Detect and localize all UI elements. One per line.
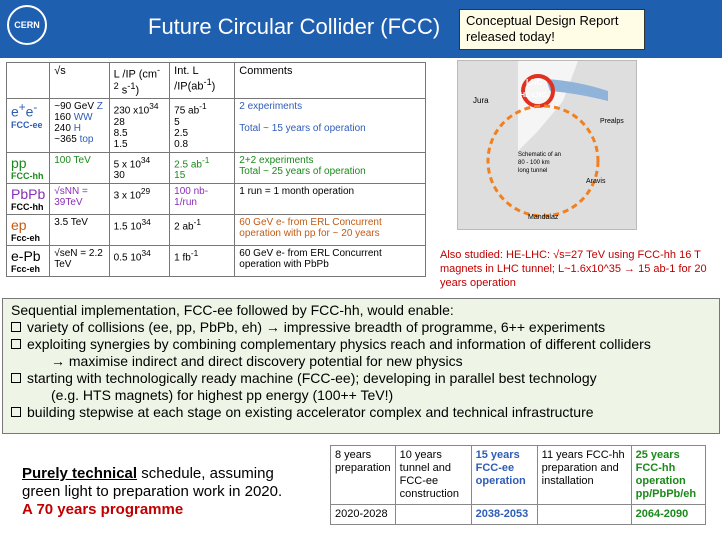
schedule-table [330, 445, 706, 525]
map-label: Prealps [600, 118, 624, 125]
collider-table [6, 62, 426, 277]
table-header: L /IP ($cm^{-2}$ $s^{-1}$) [109, 63, 170, 99]
table-row: PbPb FCC-hh √sNN = 39TeV 3 x $10^{29}$ 100 nb-1/run 1 run = 1 month operation [7, 183, 426, 214]
page-title: Future Circular Collider (FCC) [148, 14, 441, 39]
fcc-map [457, 60, 637, 230]
list-item: variety of collisions (ee, pp, PbPb, eh) → impressive breadth of programme, 6++ experiments [11, 319, 711, 336]
table-row: pp FCC-hh 100 TeV 5 x $10^{34}$ 30 2.5 $ab^{-1}$ 15 2+2 experiments Total ~ 25 years of operation [7, 152, 426, 183]
table-header [7, 63, 50, 99]
collider-name: e+e- [11, 101, 38, 120]
sequential-box [2, 298, 720, 434]
checkbox-icon [11, 373, 21, 383]
collider-sub: FCC-hh [11, 201, 44, 212]
collider-name: pp [11, 154, 27, 171]
map-label: 80 - 100 km [518, 160, 550, 166]
schedule-row: 8 years preparation 10 years tunnel and FCC-ee construction 15 years FCC-ee operation 11 years FCC-hh preparation and installation 25 years FCC-hh operation pp/PbPb/eh [331, 446, 706, 505]
checkbox-icon [11, 407, 21, 417]
table-header-row [7, 63, 426, 99]
map-label: HE-LHC [520, 92, 547, 99]
collider-sub: Fcc-eh [11, 263, 41, 274]
collider-name: PbPb [11, 185, 46, 202]
collider-name: ep [11, 216, 27, 233]
map-label: Aravis [586, 178, 606, 185]
cdr-callout: Conceptual Design Report released today! [459, 9, 645, 50]
list-subitem: → maximise indirect and direct discovery potential for new physics [51, 353, 463, 369]
collider-sub: FCC-hh [11, 170, 44, 181]
table-row: e-Pb Fcc-eh √seN = 2.2 TeV 0.5 $10^{34}$ 1 $fb^{-1}$ 60 GeV e- from ERL Concurrent operation with PbPb [7, 245, 426, 276]
list-item: exploiting synergies by combining complementary physics reach and information of different colliders [11, 336, 711, 353]
list-item: starting with technologically ready machine (FCC-ee); developing in parallel best technology [11, 370, 711, 387]
sequential-intro: Sequential implementation, FCC-ee followed by FCC-hh, would enable: [11, 302, 454, 318]
cern-logo: CERN [7, 5, 47, 45]
table-header: Int. L $/IP(ab^{-1})$ [170, 63, 235, 99]
map-label: Schematic of an [518, 152, 562, 158]
table-header: √s [50, 63, 109, 99]
schedule-dates: 2020-2028 2038-2053 2064-2090 [331, 505, 706, 525]
collider-name: e-Pb [11, 247, 41, 264]
table-header: Comments [235, 63, 426, 99]
map-label: Jura [473, 96, 489, 105]
collider-sub: FCC-ee [11, 119, 43, 130]
programme-label: A 70 years programme [22, 501, 184, 518]
table-row: e+e- FCC-ee ~90 GeV Z 160 WW 240 H ~365 top 230 $x10^{34}$ 28 8.5 1.5 75 $ab^{-1}$ 5 2.5 0.8 2 experiments Total ~ 15 years of operation [7, 99, 426, 152]
list-subitem: (e.g. HTS magnets) for highest pp energy (100++ TeV!) [51, 387, 394, 403]
table-row: ep Fcc-eh 3.5 TeV 1.5 $10^{34}$ 2 $ab^{-1}$ 60 GeV e- from ERL Concurrent operation with pp for ~ 20 years [7, 214, 426, 245]
map-label: Mandalaz [528, 214, 559, 221]
checkbox-icon [11, 339, 21, 349]
checkbox-icon [11, 322, 21, 332]
map-label: long tunnel [518, 168, 548, 174]
collider-sub: Fcc-eh [11, 232, 41, 243]
map-label: LHC [526, 78, 543, 87]
also-studied-note: Also studied: HE-LHC: √s=27 TeV using FCC-hh 16 T magnets in LHC tunnel; L~1.6x10^35 → 15 ab-1 for 20 years operation [440, 249, 707, 289]
schedule-caption: Purely technical schedule, assuming green light to preparation work in 2020. A 70 years programme [22, 465, 283, 518]
list-item: building stepwise at each stage on existing accelerator complex and technical infrastructure [11, 404, 711, 421]
